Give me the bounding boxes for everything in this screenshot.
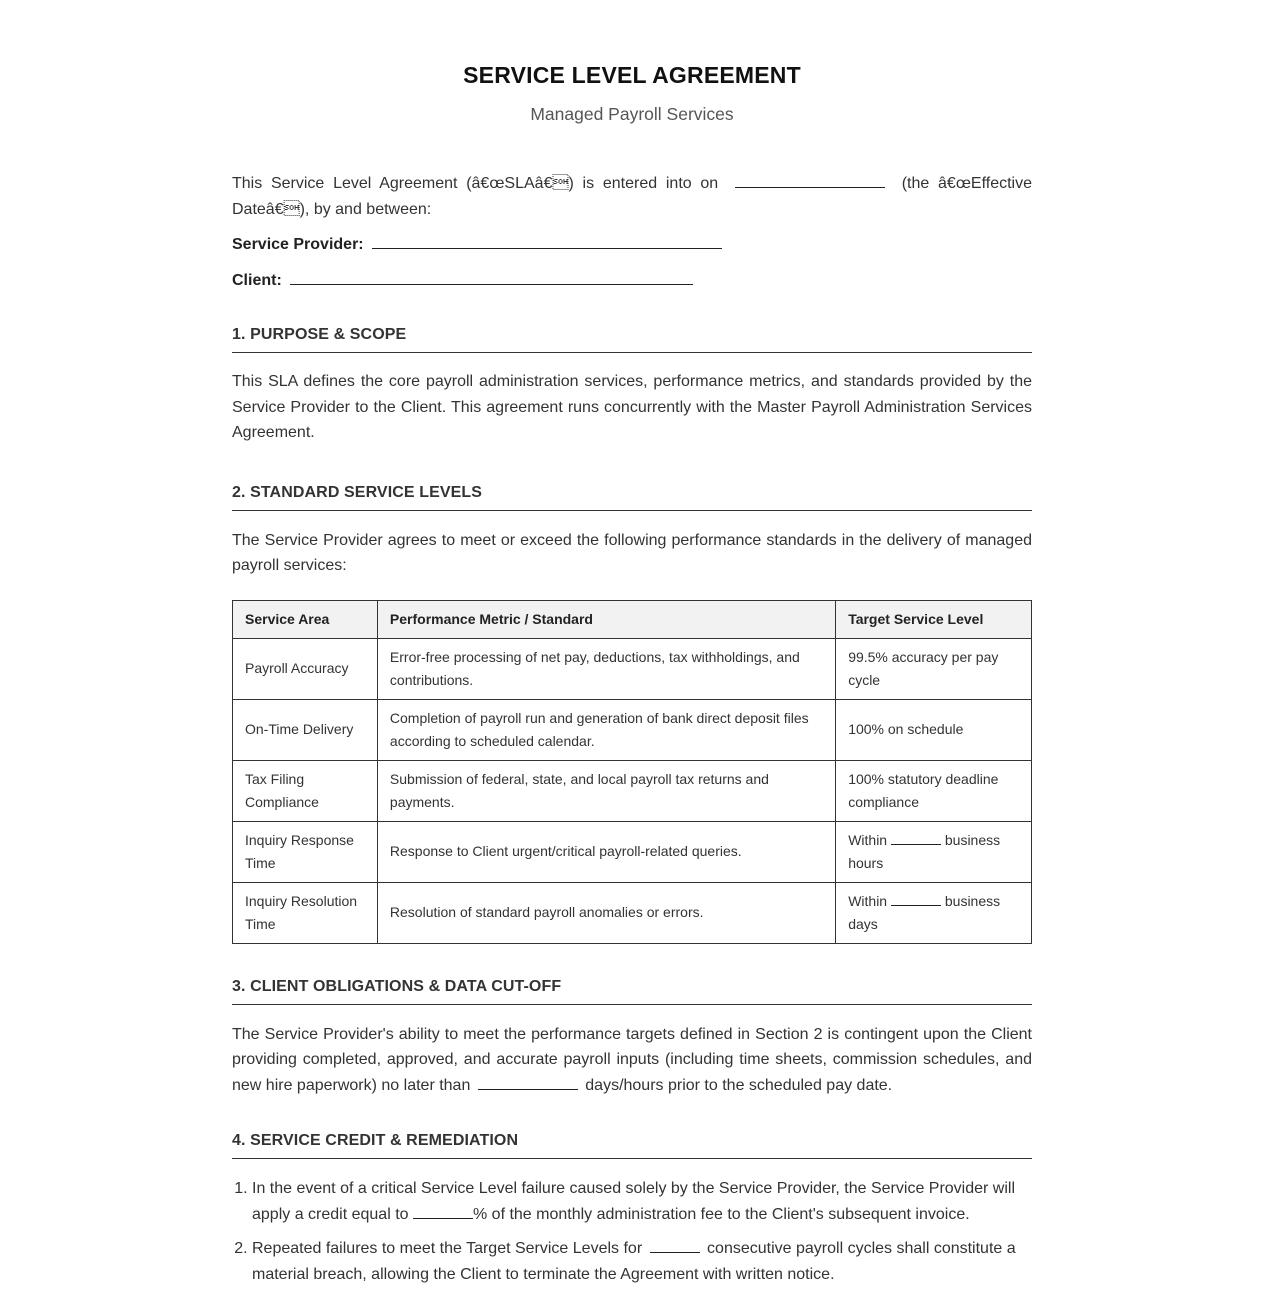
section-heading-service-credit: 4. SERVICE CREDIT & REMEDIATION	[232, 1132, 1032, 1159]
client-name-field[interactable]	[290, 270, 693, 285]
client-label: Client:	[232, 272, 282, 289]
cell-service-area: Inquiry Resolution Time	[233, 882, 378, 943]
cell-service-area: Tax Filing Compliance	[233, 760, 378, 821]
intro-text-a: This Service Level Agreement (â€œSLAâ€) is entered into on	[232, 175, 719, 192]
cell-target	[836, 821, 1032, 882]
table-row	[233, 821, 1032, 882]
cell-service-area: Inquiry Response Time	[233, 821, 378, 882]
cell-target: 100% on schedule	[836, 699, 1032, 760]
list-item	[252, 1236, 1032, 1287]
obligations-text-b: days/hours prior to the scheduled pay date.	[585, 1076, 893, 1094]
cell-target: 100% statutory deadline compliance	[836, 760, 1032, 821]
table-row	[233, 699, 1032, 760]
cell-target	[836, 882, 1032, 943]
intro-text-b: (the â€œEffective Dateâ€), by and between:	[232, 175, 1032, 218]
table-row	[233, 638, 1032, 699]
table-header-row	[233, 600, 1032, 638]
provider-label: Service Provider:	[232, 236, 364, 253]
credit-text-b: % of the monthly administration fee to the Client's subsequent invoice.	[473, 1205, 970, 1223]
target-suffix: business days	[848, 893, 1001, 932]
section-text-purpose: This SLA defines the core payroll administration services, performance metrics, and standards provided by the Service Provider to the Client. This agreement runs concurrently with the Master Payroll Administration Services Agreement.	[232, 373, 1032, 441]
credit-percent-field[interactable]	[413, 1204, 473, 1219]
section-text-service-levels: The Service Provider agrees to meet or exceed the following performance standards in the delivery of managed payroll services:	[232, 531, 1032, 574]
column-header-target: Target Service Level	[836, 600, 1032, 638]
service-levels-table	[232, 600, 1032, 944]
cutoff-days-field[interactable]	[478, 1075, 578, 1090]
obligations-text-a: The Service Provider's ability to meet the performance targets defined in Section 2 is contingent upon the Client providing completed, approved, and accurate payroll inputs (including time sheets, commission schedules, and new hire paperwork) no later than	[232, 1025, 1032, 1094]
target-prefix: Within	[848, 893, 888, 909]
table-row	[233, 882, 1032, 943]
breach-text-a: Repeated failures to meet the Target Service Levels for	[252, 1240, 643, 1257]
cell-service-area: On-Time Delivery	[233, 699, 378, 760]
response-hours-field[interactable]	[891, 832, 941, 845]
target-suffix: business hours	[848, 832, 1001, 871]
section-heading-client-obligations: 3. CLIENT OBLIGATIONS & DATA CUT-OFF	[232, 978, 1032, 1005]
cell-metric: Completion of payroll run and generation of bank direct deposit files according to scheduled calendar.	[377, 699, 835, 760]
intro-paragraph	[232, 171, 1032, 222]
cell-service-area: Payroll Accuracy	[233, 638, 378, 699]
cell-metric: Error-free processing of net pay, deductions, tax withholdings, and contributions.	[377, 638, 835, 699]
effective-date-field[interactable]	[735, 173, 885, 188]
resolution-days-field[interactable]	[891, 893, 941, 906]
page-title: SERVICE LEVEL AGREEMENT	[463, 62, 801, 88]
target-prefix: Within	[848, 832, 888, 848]
cell-metric: Resolution of standard payroll anomalies or errors.	[377, 882, 835, 943]
provider-name-field[interactable]	[372, 234, 722, 249]
column-header-service-area: Service Area	[233, 600, 378, 638]
credit-text-a: In the event of a critical Service Level failure caused solely by the Service Provider, the Service Provider will apply a credit equal to	[252, 1180, 1016, 1223]
document-page	[232, 0, 1032, 1287]
consecutive-cycles-field[interactable]	[650, 1238, 700, 1253]
column-header-metric: Performance Metric / Standard	[377, 600, 835, 638]
table-row	[233, 760, 1032, 821]
section-text-client-obligations	[232, 1022, 1032, 1099]
breach-text-b: consecutive payroll cycles shall constitute a material breach, allowing the Client to terminate the Agreement with written notice.	[252, 1240, 1016, 1283]
cell-metric: Submission of federal, state, and local payroll tax returns and payments.	[377, 760, 835, 821]
section-heading-purpose: 1. PURPOSE & SCOPE	[232, 326, 1032, 353]
client-line	[232, 270, 1032, 292]
provider-line	[232, 234, 1032, 256]
page-subtitle: Managed Payroll Services	[530, 104, 734, 124]
list-item	[252, 1176, 1032, 1227]
cell-metric: Response to Client urgent/critical payroll-related queries.	[377, 821, 835, 882]
service-credit-list	[232, 1176, 1032, 1287]
section-heading-service-levels: 2. STANDARD SERVICE LEVELS	[232, 484, 1032, 511]
cell-target: 99.5% accuracy per pay cycle	[836, 638, 1032, 699]
